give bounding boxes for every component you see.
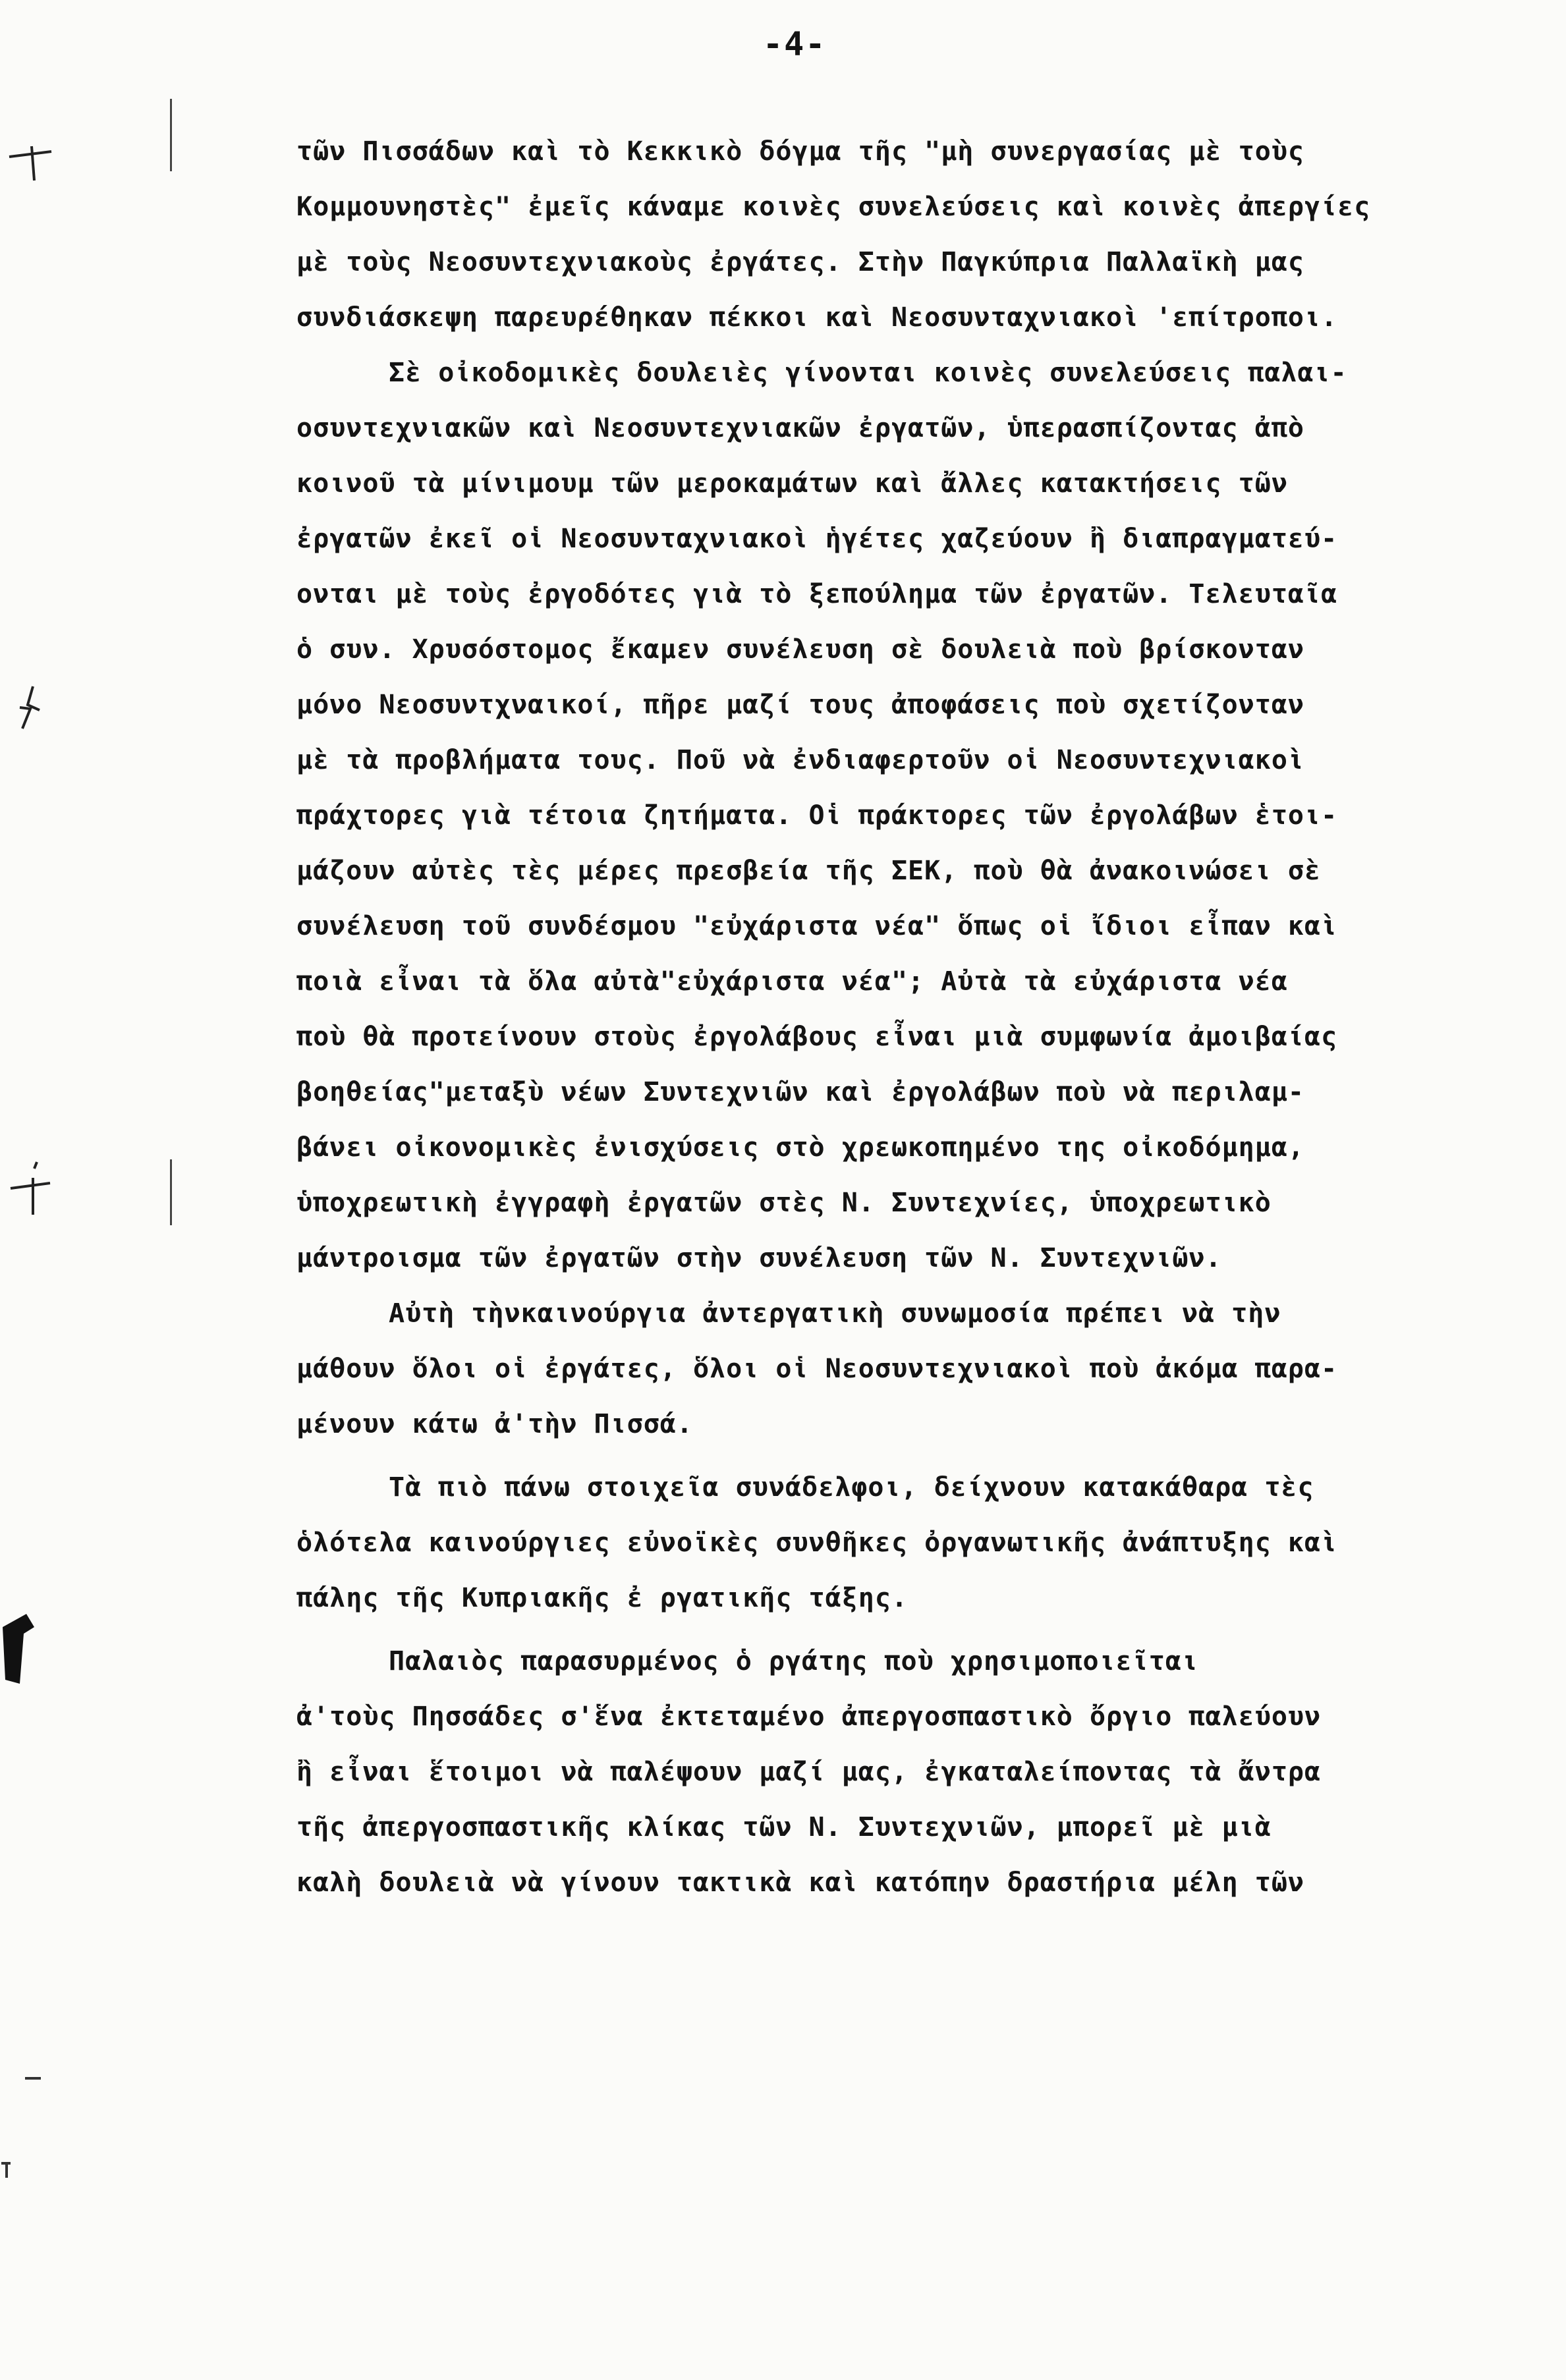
text-line: μὲ τοὺς Νεοσυντεχνιακοὺς ἐργάτες. Στὴν Παγκύπρια Παλλαϊκὴ μας: [296, 247, 1305, 277]
margin-tick-icon: [5, 132, 58, 184]
text-line: ὑποχρεωτικὴ ἐγγραφὴ ἐργατῶν στὲς Ν. Συντεχνίες, ὑποχρεωτικὸ: [296, 1188, 1272, 1218]
text-line: ὁ συν. Χρυσόστομος ἔκαμεν συνέλευση σὲ δουλειὰ ποὺ βρίσκονταν: [296, 634, 1305, 665]
text-line: μὲ τὰ προβλήματα τους. Ποῦ νὰ ἐνδιαφερτοῦν οἱ Νεοσυντεχνιακοὶ: [296, 745, 1305, 775]
text-line: ὁλότελα καινούργιες εὐνοϊκὲς συνθῆκες ὀργανωτικῆς ἀνάπτυξης καὶ: [296, 1528, 1338, 1558]
ink-blot-icon: [0, 1607, 40, 1686]
text-line: Κομμουνηστὲς" ἐμεῖς κάναμε κοινὲς συνελεύσεις καὶ κοινὲς ἀπεργίες: [296, 192, 1371, 222]
text-line: πάλης τῆς Κυπριακῆς ἐ ργατικῆς τάξης.: [296, 1583, 909, 1613]
text-line: καλὴ δουλειὰ νὰ γίνουν τακτικὰ καὶ κατόπην δραστήρια μέλη τῶν: [296, 1868, 1305, 1898]
text-line: τῆς ἀπεργοσπαστικῆς κλίκας τῶν Ν. Συντεχνιῶν, μπορεῖ μὲ μιὰ: [296, 1812, 1272, 1842]
text-line: ἐργατῶν ἐκεῖ οἱ Νεοσυνταχνιακοὶ ἡγέτες χαζεύουν ἢ διαπραγματεύ-: [296, 524, 1338, 554]
margin-dash-icon: [24, 2075, 43, 2082]
page-number: -4-: [763, 25, 827, 63]
text-line: βοηθείας"μεταξὺ νέων Συντεχνιῶν καὶ ἐργολάβων ποὺ νὰ περιλαμ-: [296, 1077, 1305, 1107]
text-line: τῶν Πισσάδων καὶ τὸ Κεκκικὸ δόγμα τῆς "μὴ συνεργασίας μὲ τοὺς: [296, 136, 1305, 167]
text-line: ποὺ θὰ προτείνουν στοὺς ἐργολάβους εἶναι μιὰ συμφωνία ἀμοιβαίας: [296, 1022, 1338, 1052]
text-line: οσυντεχνιακῶν καὶ Νεοσυντεχνιακῶν ἐργατῶν, ὑπερασπίζοντας ἀπὸ: [296, 413, 1305, 443]
margin-rule: [170, 1159, 172, 1225]
text-line: μάζουν αὐτὲς τὲς μέρες πρεσβεία τῆς ΣΕΚ, ποὺ θὰ ἀνακοινώσει σὲ: [296, 856, 1322, 886]
margin-squiggle-icon: [13, 685, 46, 731]
text-line: μόνο Νεοσυντχναικοί, πῆρε μαζί τους ἀποφάσεις ποὺ σχετίζονταν: [296, 690, 1305, 720]
text-line: μάντροισμα τῶν ἐργατῶν στὴν συνέλευση τῶν Ν. Συντεχνιῶν.: [296, 1243, 1222, 1273]
margin-tick-icon: [7, 1159, 59, 1219]
text-line: μένουν κάτω ἀ'τὴν Πισσά.: [296, 1409, 693, 1439]
text-line: Αὐτὴ τὴνκαινούργια ἀντεργατικὴ συνωμοσία πρέπει νὰ τὴν: [389, 1298, 1281, 1329]
text-line: ἢ εἶναι ἕτοιμοι νὰ παλέψουν μαζί μας, ἐγκαταλείποντας τὰ ἄντρα: [296, 1757, 1322, 1787]
margin-dash-icon: [0, 2161, 13, 2180]
text-line: βάνει οἰκονομικὲς ἐνισχύσεις στὸ χρεωκοπημένο της οἰκοδόμημα,: [296, 1132, 1305, 1163]
text-line: ποιὰ εἶναι τὰ ὅλα αὐτὰ"εὐχάριστα νέα"; Αὐτὰ τὰ εὐχάριστα νέα: [296, 966, 1288, 997]
text-line: Τὰ πιὸ πάνω στοιχεῖα συνάδελφοι, δείχνουν κατακάθαρα τὲς: [389, 1472, 1314, 1503]
text-line: Σὲ οἰκοδομικὲς δουλειὲς γίνονται κοινὲς συνελεύσεις παλαι-: [389, 358, 1347, 388]
text-line: πράχτορες γιὰ τέτοια ζητήματα. Οἱ πράκτορες τῶν ἐργολάβων ἑτοι-: [296, 800, 1338, 831]
text-line: Παλαιὸς παρασυρμένος ὁ ργάτης ποὺ χρησιμοποιεῖται: [389, 1646, 1199, 1676]
text-line: συνδιάσκεψη παρευρέθηκαν πέκκοι καὶ Νεοσυνταχνιακοὶ 'επίτροποι.: [296, 302, 1338, 333]
text-line: ἀ'τοὺς Πησσάδες σ'ἕνα ἐκτεταμένο ἀπεργοσπαστικὸ ὄργιο παλεύουν: [296, 1702, 1322, 1732]
text-line: μάθουν ὅλοι οἱ ἐργάτες, ὅλοι οἱ Νεοσυντεχνιακοὶ ποὺ ἀκόμα παρα-: [296, 1354, 1338, 1384]
text-line: ονται μὲ τοὺς ἐργοδότες γιὰ τὸ ξεπούλημα τῶν ἐργατῶν. Τελευταῖα: [296, 579, 1338, 609]
text-line: συνέλευση τοῦ συνδέσμου "εὐχάριστα νέα" ὅπως οἱ ἴδιοι εἶπαν καὶ: [296, 911, 1338, 941]
text-line: κοινοῦ τὰ μίνιμουμ τῶν μεροκαμάτων καὶ ἄλλες κατακτήσεις τῶν: [296, 468, 1288, 499]
margin-rule: [170, 99, 172, 171]
